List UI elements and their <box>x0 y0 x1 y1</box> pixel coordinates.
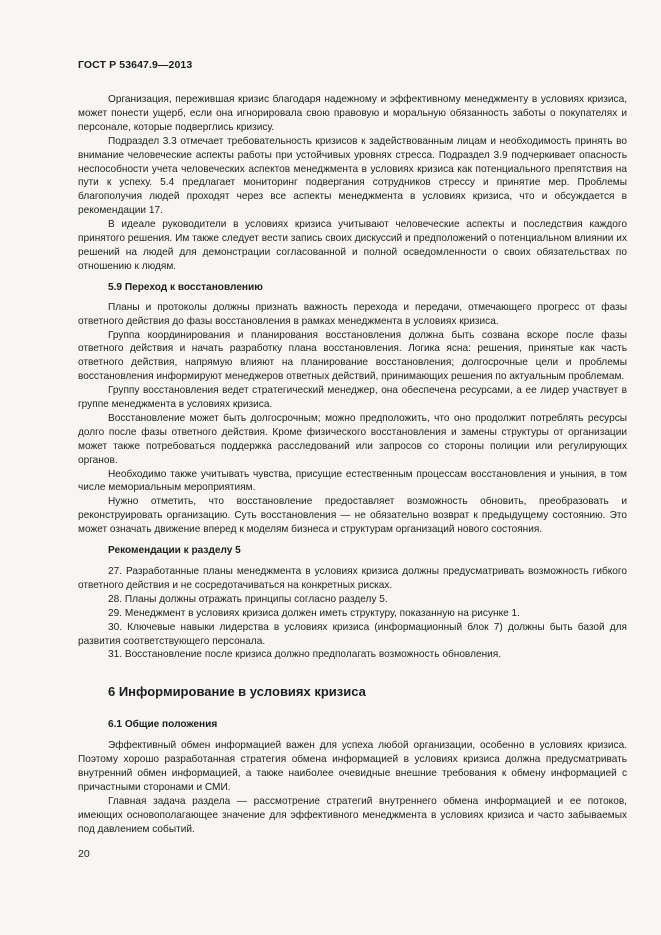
paragraph: Планы и протоколы должны признать важность перехода и передачи, отмечающего прогресс от фазы ответного действия до фазы восстановления в рамках менеджмента в условиях кризиса. <box>78 301 627 327</box>
paragraph: Группу восстановления ведет стратегический менеджер, она обеспечена ресурсами, а ее лидер участвует в группе менеджмента в условиях кризиса. <box>78 385 627 411</box>
document-header: ГОСТ Р 53647.9—2013 <box>78 59 193 71</box>
paragraph: Эффективный обмен информацией важен для успеха любой организации, особенно в условиях кризиса. Поэтому хорошо разработанная стратегия обмена информацией в условиях кризиса должна предусматривать внутренний обмен информацией, а также наиболее очевидные внешние требования к обмену информацией с причастными сторонами и СМИ. <box>78 740 627 793</box>
section-heading-6-1: 6.1 Общие положения <box>108 719 218 731</box>
paragraph: Нужно отметить, что восстановление предоставляет возможность обновить, преобразовать и реконструировать организацию. Суть восстановления — не обязательно возврат к предыдущему состоянию. Это может означать движение вперед к моделям бизнеса и структурам организаций нового состояния. <box>78 496 627 536</box>
recommendation-item: 30. Ключевые навыки лидерства в условиях кризиса (информационный блок 7) должны быть базой для развития соответствующего персонала. <box>78 621 627 647</box>
recommendation-item: 29. Менеджмент в условиях кризиса должен иметь структуру, показанную на рисунке 1. <box>108 607 520 619</box>
paragraph: Подраздел 3.3 отмечает требовательность кризисов к задействованным лицам и необходимость принять во внимание человеческие аспекты работы при устойчивых уровнях стресса. Подраздел 3.9 подчеркивает опасность неспособности учета человеческих аспектов менеджмента в условиях кризиса как потенциального препятствия на пути к успеху. 5.4 предлагает мониторинг подвергания сотрудников стрессу и принятие мер. Проблемы благополучия людей проходят через все аспекты менеджмента в условиях кризиса, что и обсуждается в рекомендации 17. <box>78 135 627 217</box>
recommendations-heading: Рекомендации к разделу 5 <box>108 545 241 557</box>
paragraph: Организация, пережившая кризис благодаря надежному и эффективному менеджменту в условиях кризиса, может понести ущерб, если она игнорировала свою правовую и моральную обязанность заботы о покупателях и персонале, которые подверглись кризису. <box>78 94 627 133</box>
recommendation-item: 28. Планы должны отражать принципы согласно разделу 5. <box>108 593 388 605</box>
document-body <box>78 93 627 837</box>
recommendation-item: 27. Разработанные планы менеджмента в условиях кризиса должны предусматривать возможность гибкого ответного действия и не сосредотачиваться на конкретных рисках. <box>78 566 627 591</box>
paragraph: В идеале руководители в условиях кризиса учитывают человеческие аспекты и последствия каждого принятого решения. Им также следует вести запись своих дискуссий и предположений о потенциальном влиянии их решений на людей для демонстрации согласованной и полной осведомленности о своих обязательствах по отношению к людям. <box>78 219 627 272</box>
paragraph: Восстановление может быть долгосрочным; можно предположить, что оно продолжит потреблять ресурсы долго после фазы ответного действия. Кроме физического восстановления и замены структуры от организации может также потребоваться поддержка расследований или запросов со стороны полиции или регулирующих органов. <box>78 412 627 466</box>
recommendation-item: 31. Восстановление после кризиса должно предполагать возможность обновления. <box>108 649 502 661</box>
paragraph: Необходимо также учитывать чувства, присущие естественным процессам восстановления и уныния, в том числе мемориальным мероприятиям. <box>78 468 627 494</box>
paragraph: Главная задача раздела — рассмотрение стратегий внутреннего обмена информацией и ее потоков, имеющих основополагающее значение для эффективного менеджмента в условиях кризиса и часто забываемых под давлением событий. <box>78 795 627 835</box>
paragraph: Группа координирования и планирования восстановления должна быть созвана вскоре после фазы ответного действия и начать разработку плана восстановления. Логика ясна: решения, принятые как часть ответного действия, напрямую влияют на планирование восстановления; долгосрочные цели и проблемы восстановления информируют менеджеров ответных действий, принимающих решения по актуальным проблемам. <box>78 329 627 383</box>
page-number: 20 <box>78 848 90 860</box>
section-heading-5-9: 5.9 Переход к восстановлению <box>108 281 263 293</box>
section-heading-6: 6 Информирование в условиях кризиса <box>108 684 366 700</box>
